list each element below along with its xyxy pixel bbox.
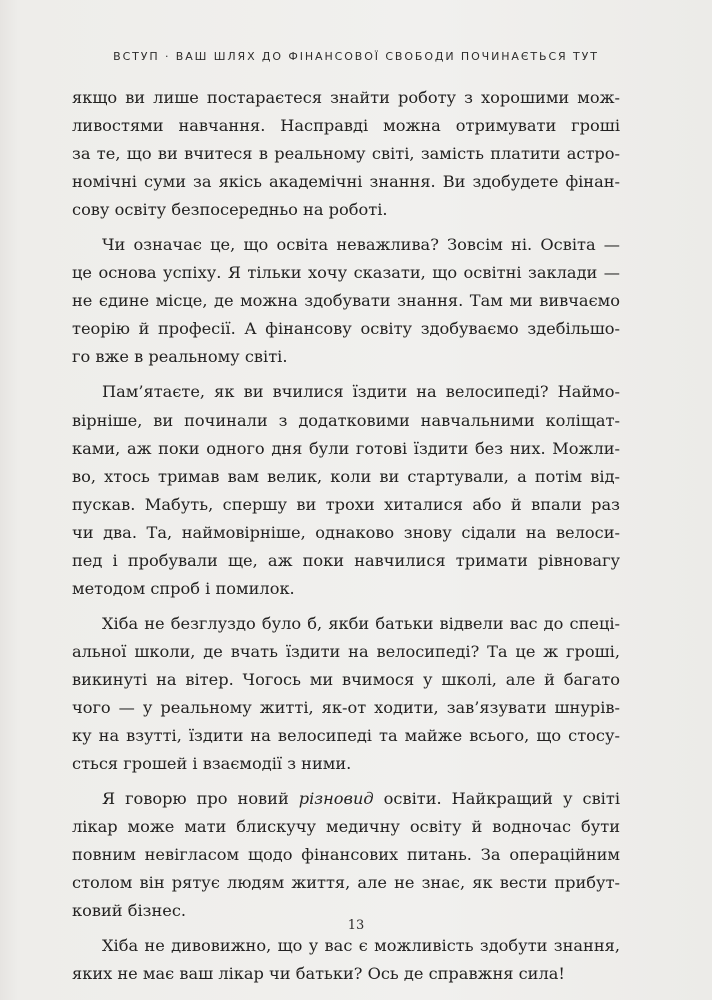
text-line: Пам’ятаєте, як ви вчилися їздити на велосипеді? Наймо- <box>102 382 620 402</box>
text-line: повним невігласом щодо фінансових питань. За операційним <box>72 845 620 865</box>
text-line: Хіба не дивовижно, що у вас є можливість здобути знання, <box>102 936 620 956</box>
text-line: ку на взутті, їздити на велосипеді та майже всього, що стосу- <box>72 726 620 746</box>
text-line: якщо ви лише постараєтеся знайти роботу з хорошими мож- <box>72 88 620 107</box>
text-line: ками, аж поки одного дня були готові їздити без них. Можли- <box>72 438 620 458</box>
text-line: викинуті на вітер. Чогось ми вчимося у школі, але й багато <box>72 669 620 689</box>
text-line: не єдине місце, де можна здобувати знання. Там ми вивчаємо <box>72 291 620 311</box>
text-line: пускав. Мабуть, спершу ви трохи хиталися або й впали раз <box>72 494 620 514</box>
text-line: яких не має ваш лікар чи батьки? Ось де справжня сила! <box>72 964 565 984</box>
text-line: теорію й професії. А фінансову освіту здобуваємо здебільшо- <box>72 319 620 339</box>
text-line: вірніше, ви починали з додатковими навчальними коліщат- <box>72 410 620 430</box>
text-line: Чи означає це, що освіта неважлива? Зовсім ні. Освіта — <box>102 235 620 255</box>
text-line: сться грошей і взаємодії з ними. <box>72 754 352 774</box>
paragraph <box>72 785 620 925</box>
paragraph <box>72 378 620 602</box>
text-line: пед і пробували ще, аж поки навчилися тримати рівновагу <box>72 550 620 570</box>
text-line: номічні суми за якісь академічні знання. Ви здобудете фінан- <box>72 172 620 192</box>
text-line: го вже в реальному світі. <box>72 347 288 367</box>
text-run: освіти. Найкращий у світі <box>373 789 620 809</box>
paragraph <box>72 231 620 371</box>
text-run: Я говорю про новий <box>102 789 299 809</box>
page-number: 13 <box>347 918 365 933</box>
text-line: методом спроб і помилок. <box>72 578 295 598</box>
text-line: столом він рятує людям життя, але не знає, як вести прибут- <box>72 873 620 893</box>
emphasis: різновид <box>298 789 374 809</box>
text-line: ковий бізнес. <box>72 901 187 921</box>
text-line: сову освіту безпосередньо на роботі. <box>72 200 388 220</box>
text-line: Хіба не безглуздо було б, якби батьки відвели вас до спеці- <box>102 613 620 633</box>
paragraph <box>72 932 620 988</box>
text-line: лікар може мати блискучу медичну освіту й водночас бути <box>72 817 620 837</box>
body-text <box>72 84 620 988</box>
text-line: ливостями навчання. Насправді можна отримувати гроші <box>72 116 620 136</box>
running-head: ВСТУП · ВАШ ШЛЯХ ДО ФІНАНСОВОЇ СВОБОДИ ПОЧИНАЄТЬСЯ ТУТ <box>113 50 599 63</box>
paragraph <box>72 84 620 224</box>
text-line: за те, що ви вчитеся в реальному світі, замість платити астро- <box>72 144 620 164</box>
paragraph <box>72 610 620 778</box>
text-line <box>72 785 620 813</box>
text-line: чого — у реальному житті, як-от ходити, зав’язувати шнурів- <box>72 697 620 717</box>
text-line: во, хтось тримав вам велик, коли ви стартували, а потім від- <box>72 466 620 486</box>
text-line: це основа успіху. Я тільки хочу сказати, що освітні заклади — <box>72 263 620 283</box>
text-line: чи два. Та, наймовірніше, однаково знову сідали на велоси- <box>72 522 620 542</box>
text-line: альної школи, де вчать їздити на велосипеді? Та це ж гроші, <box>72 641 620 661</box>
